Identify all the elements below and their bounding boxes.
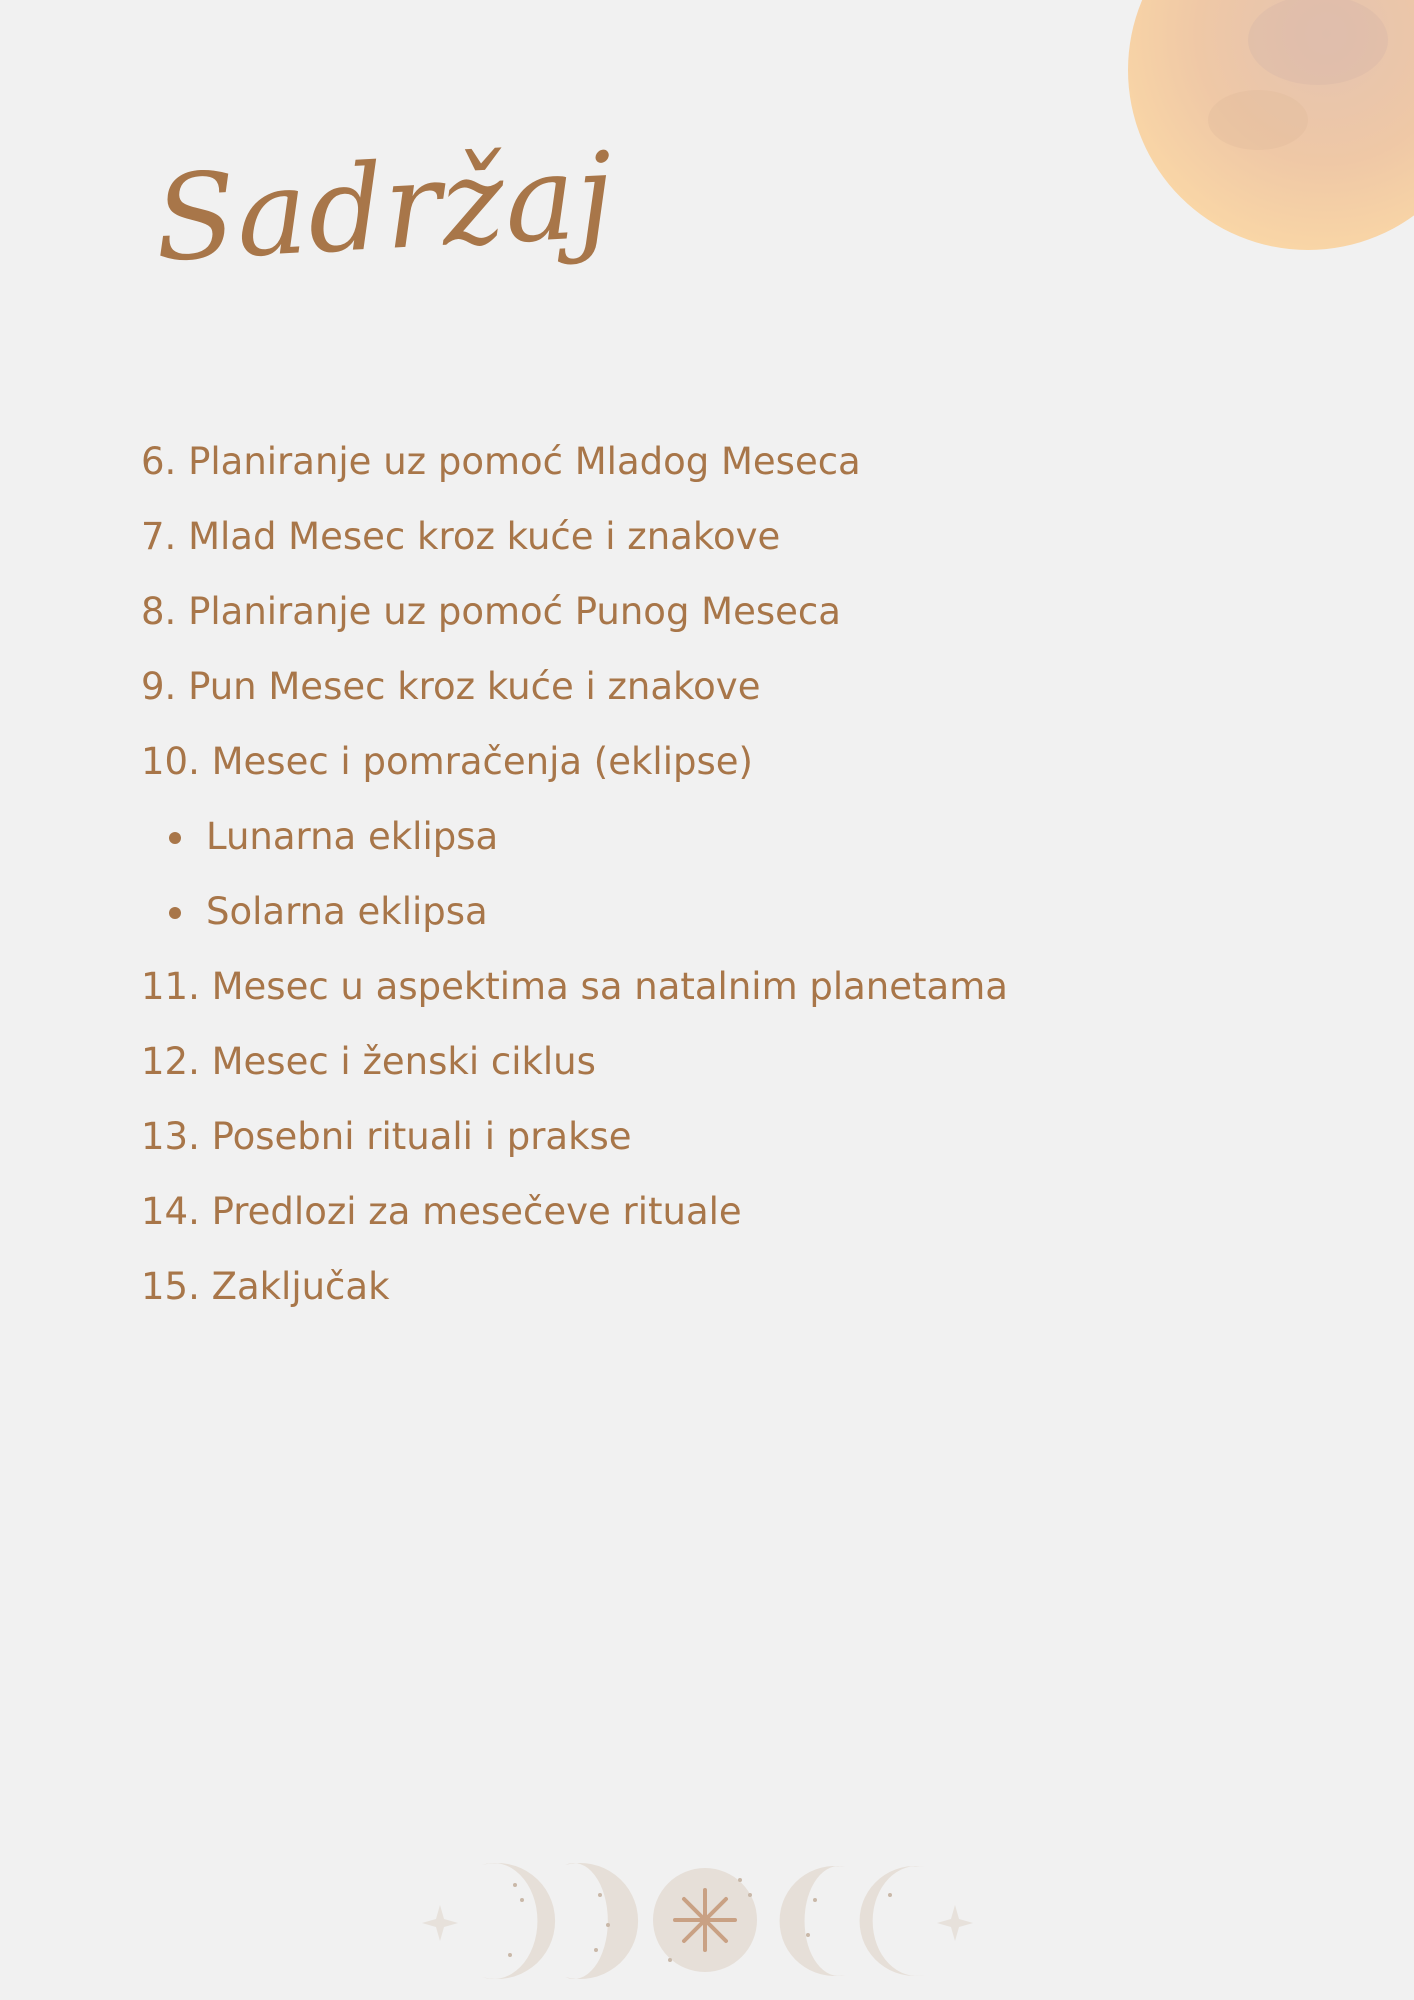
- toc-subitem: [141, 886, 1008, 961]
- page-title: Sadržaj: [151, 126, 618, 288]
- toc-item-label: 13. Posebni rituali i prakse: [141, 1115, 632, 1158]
- full-moon-watercolor-icon: [1118, 0, 1414, 260]
- moon-phases-ornament-icon: [420, 1855, 990, 1985]
- bullet-icon: [169, 907, 181, 919]
- toc-item-label: Solarna eklipsa: [206, 890, 488, 933]
- toc-item-label: 7. Mlad Mesec kroz kuće i znakove: [141, 515, 781, 558]
- toc-item-label: 12. Mesec i ženski ciklus: [141, 1040, 596, 1083]
- toc-item-label: 14. Predlozi za mesečeve rituale: [141, 1190, 742, 1233]
- toc-item: [141, 736, 1008, 811]
- toc-item-label: 9. Pun Mesec kroz kuće i znakove: [141, 665, 761, 708]
- toc-item: [141, 661, 1008, 736]
- toc-item-label: 11. Mesec u aspektima sa natalnim planetama: [141, 965, 1008, 1008]
- toc-item: [141, 1036, 1008, 1111]
- toc-item: [141, 1261, 1008, 1336]
- toc-item-label: 15. Zaključak: [141, 1265, 390, 1308]
- toc-item-label: 8. Planiranje uz pomoć Punog Meseca: [141, 590, 841, 633]
- toc-item-label: 10. Mesec i pomračenja (eklipse): [141, 740, 753, 783]
- toc-item: [141, 1111, 1008, 1186]
- toc-item: [141, 961, 1008, 1036]
- toc-item: [141, 586, 1008, 661]
- toc-item: [141, 511, 1008, 586]
- toc-item: [141, 1186, 1008, 1261]
- table-of-contents: [141, 436, 1008, 1336]
- toc-subitem: [141, 811, 1008, 886]
- toc-item: [141, 436, 1008, 511]
- toc-item-label: 6. Planiranje uz pomoć Mladog Meseca: [141, 440, 861, 483]
- bullet-icon: [169, 832, 181, 844]
- toc-item-label: Lunarna eklipsa: [206, 815, 499, 858]
